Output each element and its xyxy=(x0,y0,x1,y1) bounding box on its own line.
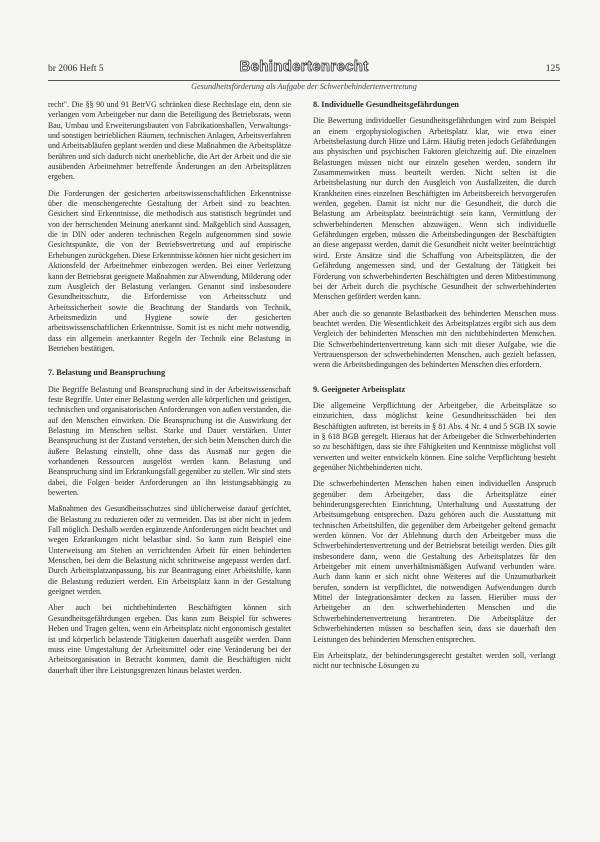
body-paragraph: Die Bewertung individueller Gesundheitsgefährdungen wird zum Beispiel an einem ergophysiologischen Arbeitsplatz klar, wie etwa einer Arbeitsbelastung durch Hitze und Lärm. Häufig treten jedoch Gefährdungen aus physischen und psychischen Faktoren gleichzeitig auf. Die einzelnen Belastungen müssen nicht nur einzeln gesehen werden, sondern ihr Zusammenwirken muss beurteilt werden. Nicht selten ist die Arbeitsbelastung nur durch den Ausgleich von Ausfallzeiten, die durch Krankheiten eines einzelnen Beschäftigten im Arbeitsbereich hervorgerufen werden, gegeben. Damit ist nicht nur die Gesundheit, die durch die Belastung am Arbeitsplatz beeinträchtigt sein kann, Vermittlung der schwerbehinderten Menschen abzuwägen. Wenn sich individuelle Gefährdungen ergeben, müssen die Arbeitsbedingungen der Beschäftigten an diese angepasst werden, damit die Gesundheit nicht weiter beeinträchtigt wird. Erste Ansätze sind die Schaffung von Arbeitsplätzen, die der Gefährdung angemessen sind, und der Gestaltung der Tätigkeit bei Förderung von schwerbehinderten Beschäftigten und deren Mitbestimmung bei der Arbeit durch die psychische Gesundheit der schwerbehinderten Menschen gefördert werden kann. xyxy=(313,116,556,302)
journal-issue: br 2006 Heft 5 xyxy=(48,64,104,74)
article-running-title: Gesundheitsförderung als Aufgabe der Schwerbehindertenvertretung xyxy=(191,82,417,91)
journal-title: Behindertenrecht xyxy=(239,58,369,75)
body-paragraph: Die Forderungen der gesicherten arbeitswissenschaftlichen Erkenntnisse über die menschengerechte Gestaltung der Arbeit sind zu beachten. Gesichert sind Erkenntnisse, die methodisch aus statistisch begründet und von der herrschenden Meinung anerkannt sind. Maßgeblich sind Aussagen, die in DIN oder anderen technischen Regeln aufgenommen sind sowie Gesichtspunkte, die von der Betriebsvertretung und auf empirische Erhebungen zurückgehen. Diese Erkenntnisse können hier nicht gesichert im Aktionsfeld der Arbeitnehmer einbezogen werden. Bei einer Verletzung kann der Betriebsrat geeignete Maßnahmen zur Abwendung, Milderung oder zum Ausgleich der Belastung verlangen. Genannt sind insbesondere Gesundheitsschutz, die Erfordernisse von Arbeitsschutz und Arbeitssicherheit sowie die Beachtung der Standards von Technik, Arbeitsmedizin und Hygiene sowie der gesicherten arbeitswissenschaftlichen Erkenntnisse. Somit ist es nicht mehr notwendig, dass ein allgemein anerkannter Regeln der Technik eine Belastung in Betrieben bestätigen. xyxy=(48,188,291,353)
left-column xyxy=(48,100,291,682)
body-paragraph: Die schwerbehinderten Menschen haben einen individuellen Anspruch gegenüber dem Arbeitgeber, dass die Arbeitsplätze einer behinderungsgerechten Einrichtung, Unterhaltung und Ausstattung der Arbeitsumgebung entsprechen. Dazu gehören auch die Ausstattung mit technischen Arbeitshilfen, die gegenüber dem Arbeitgeber geltend gemacht werden können. Vor der Ablehnung durch den Arbeitgeber muss die Schwerbehindertenvertretung und der Betriebsrat beteiligt werden. Dies gilt insbesondere dann, wenn die Gestaltung des Arbeitsplatzes für den Arbeitgeber mit einem unverhältnismäßigen Aufwand verbunden wäre. Auch dann kann er sich nicht ohne Weiteres auf die Unzumutbarkeit berufen, sondern ist verpflichtet, die notwendigen Aufwendungen durch Mittel der Integrationsämter decken zu lassen. Hierüber muss der Arbeitgeber an den schwerbehinderten Menschen und die Schwerbehindertenvertretung herantreten. Die Arbeitsplätze der Schwerbehinderten müssen so beschaffen sein, dass sie dauerhaft den Leistungen des behinderten Menschen entsprechen. xyxy=(313,479,556,644)
right-column xyxy=(313,100,556,678)
page-number: 125 xyxy=(545,64,560,74)
section-heading: 7. Belastung und Beanspruchung xyxy=(48,368,166,378)
running-header xyxy=(48,58,560,81)
body-paragraph: recht". Die §§ 90 und 91 BetrVG schränken diese Rechtslage ein, denn sie verlangen vom Arbeitgeber nur dann die Beteiligung des Betriebsrats, wenn Bau, Umbau und Erweiterungsbauten von Fabrikationshallen, Verwaltungs- und sonstigen betrieblichen Räumen, technischen Anlagen, Arbeitsverfahren und Arbeitsabläufen geplant werden und diese Maßnahmen die Arbeitsplätze berühren und sich dadurch nicht unerhebliche, die Art der Arbeit und die sie ausübenden Arbeitnehmer betreffende Änderungen an den Arbeitsplätzen ergeben. xyxy=(48,100,291,182)
body-paragraph: Maßnahmen des Gesundheitsschutzes sind üblicherweise darauf gerichtet, die Belastung zu reduzieren oder zu vermeiden. Das ist aber nicht in jedem Fall möglich. Deshalb werden ergänzende Anforderungen nicht beachtet und wegen Erkrankungen nicht belastbar sind. So kann zum Beispiel eine Unterweisung am Stehen an verrichtenden Arbeit für einen behinderten Menschen, bei dem die Belastung nicht schrittweise angepasst werden darf. Durch Arbeitsplatzanpassung, bis zur Beantragung einer Arbeitshilfe, kann die Belastung reduziert werden. Ein Arbeitsplatz kann in der Gestaltung geeignet werden. xyxy=(48,504,291,597)
body-paragraph: Die Begriffe Belastung und Beanspruchung sind in der Arbeitswissenschaft feste Begriffe. Unter einer Belastung werden alle körperlichen und geistigen, technischen und organisatorischen Anforderungen von außen verstanden, die auf den Menschen einwirken. Die Beanspruchung ist die Auswirkung der Belastung im Menschen selbst. Starke und Dauer verstärken. Unter Beanspruchung ist der Zustand verstehen, der sich beim Menschen durch die äußere Belastung einstellt, ohne dass das Ausmaß nur gegen die vorhandenen Ressourcen ausgelöst werden kann. Belastung und Beanspruchung sind im Erkrankungsfall gegenüber zu stellen. Wir sind stets dabei, die Folgen beider Anforderungen an ihn leistungsabhängig zu bewerten. xyxy=(48,384,291,498)
body-paragraph: Ein Arbeitsplatz, der behinderungsgerecht gestaltet werden soll, verlangt nicht nur technische Lösungen zu xyxy=(313,650,556,671)
section-heading: 9. Geeigneter Arbeitsplatz xyxy=(313,384,406,394)
body-paragraph: Aber auch die so genannte Belastbarkeit des behinderten Menschen muss beachtet werden. Die Wesentlichkeit des Arbeitsplatzes ergibt sich aus dem Vergleich der behinderten Menschen mit den nichtbehinderten Menschen. Die Schwerbehindertenvertretung kann sich mit dieser Aufgabe, wie die Vertrauensperson der schwerbehinderten Menschen, auch gezielt befassen, wenn die Arbeitsbedingungen des behinderten Menschen dies erfordern. xyxy=(313,308,556,370)
body-paragraph: Die allgemeine Verpflichtung der Arbeitgeber, die Arbeitsplätze so einzurichten, dass möglichst keine Gesundheitsschäden bei den Beschäftigten auftreten, ist bereits in § 81 Abs. 4 Nr. 4 und 5 SGB IX sowie in § 618 BGB geregelt. Hieraus hat der Arbeitgeber die Schwerbehinderten so zu beschäftigen, dass sie ihre Fähigkeiten und Kenntnisse möglichst voll verwerten und weiter entwickeln können. Eine solche Verpflichtung besteht gegenüber Nichtbehinderten nicht. xyxy=(313,400,556,472)
body-paragraph: Aber auch bei nichtbehinderten Beschäftigten können sich Gesundheitsgefährdungen ergeben. Das kann zum Beispiel für schweres Heben und Tragen gelten, wenn ein Arbeitsplatz nicht ergonomisch gestaltet ist und körperlich belastende Tätigkeiten dauerhaft ausgeübt werden. Dann muss eine Umgestaltung der Arbeitsmittel oder eine Veränderung bei der Arbeitsorganisation in Betracht kommen, damit die Beschäftigten nicht dauerhaft über ihre Leistungsgrenzen hinaus belastet werden. xyxy=(48,603,291,675)
section-heading: 8. Individuelle Gesundheitsgefährdungen xyxy=(313,100,459,109)
